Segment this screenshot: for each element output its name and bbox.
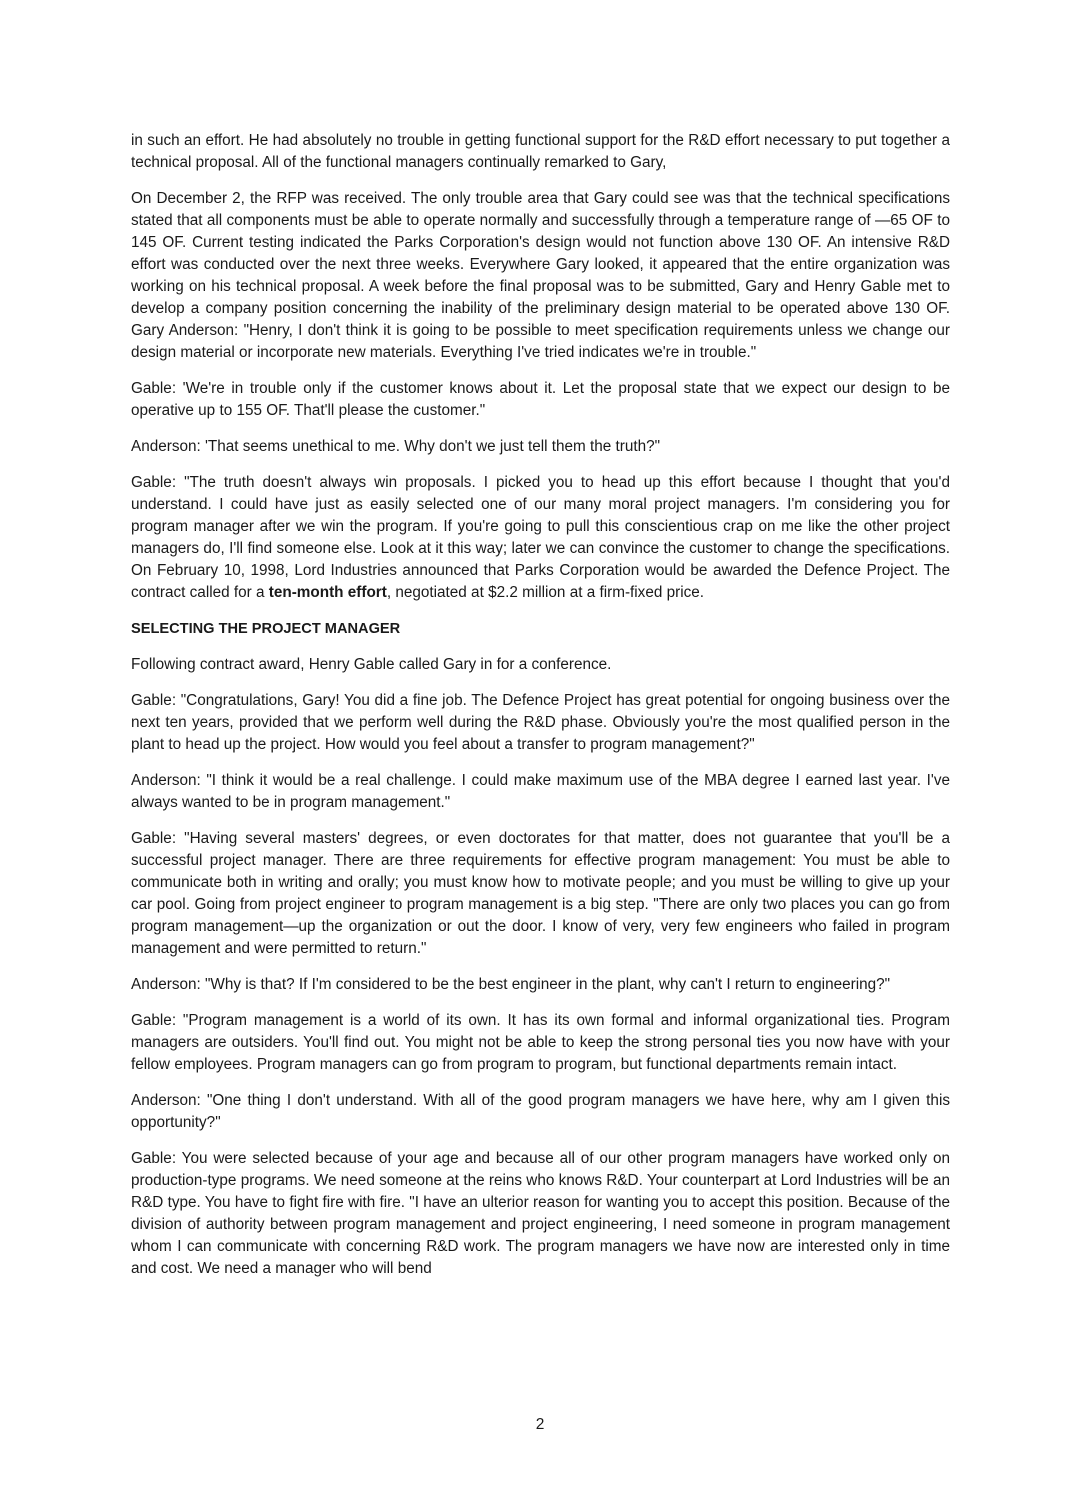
paragraph-anderson-why: Anderson: "Why is that? If I'm considered to be the best engineer in the plant, why can't I return to engineering?"	[131, 976, 891, 993]
paragraph-anderson-unethical: Anderson: 'That seems unethical to me. Why don't we just tell them the truth?"	[131, 438, 661, 455]
paragraph-anderson-opportunity: Anderson: "One thing I don't understand. With all of the good program managers we have here, why am I given this opportunity?"	[131, 1092, 950, 1131]
paragraph-gable-truth	[131, 472, 950, 604]
text-run: , negotiated at $2.2 million at a firm-fixed price.	[386, 584, 705, 601]
paragraph-following-award: Following contract award, Henry Gable called Gary in for a conference.	[131, 656, 612, 673]
bold-text-run: ten-month effort	[268, 584, 387, 601]
document-body	[131, 130, 950, 1294]
paragraph-anderson-challenge: Anderson: "I think it would be a real challenge. I could make maximum use of the MBA degree I earned last year. I've always wanted to be in program management."	[131, 772, 950, 811]
text-run: Gable: "The truth doesn't always win proposals. I picked you to head up this effort because I thought that you'd understand. I could have just as easily selected one of our many moral project managers. I'm considering you for program manager after we win the program. If you're going to pull this conscientious crap on me like the other project managers do, I'll find someone else. Look at it this way; later we can convince the customer to change the specifications. On February 10, 1998, Lord Industries announced that Parks Corporation would be awarded the Defence Project. The contract called for a	[131, 474, 950, 601]
paragraph-gable-selected: Gable: You were selected because of your age and because all of our other program managers have worked only on production-type programs. We need someone at the reins who knows R&D. Your counterpart at Lord Industries will be an R&D type. You have to fight fire with fire. "I have an ulterior reason for wanting you to accept this position. Because of the division of authority between program management and project engineering, I need someone in program management whom I can communicate with concerning R&D work. The program managers we have now are interested only in time and cost. We need a manager who will bend	[131, 1150, 950, 1277]
paragraph-gable-congratulations: Gable: "Congratulations, Gary! You did a fine job. The Defence Project has great potential for ongoing business over the next ten years, provided that we perform well during the R&D phase. Obviously you're the most qualified person in the plant to head up the project. How would you feel about a transfer to program management?"	[131, 692, 950, 753]
paragraph-continuation: in such an effort. He had absolutely no trouble in getting functional support for the R&D effort necessary to put together a technical proposal. All of the functional managers continually remarked to Gary,	[131, 132, 950, 171]
section-heading: SELECTING THE PROJECT MANAGER	[131, 621, 401, 637]
page-number: 2	[535, 1416, 545, 1433]
paragraph-gable-world: Gable: "Program management is a world of its own. It has its own formal and informal organizational ties. Program managers are outsiders. You'll find out. You might not be able to keep the strong personal ties you now have with your fellow employees. Program managers can go from program to program, but functional departments remain intact.	[131, 1012, 950, 1073]
paragraph-gable-trouble: Gable: 'We're in trouble only if the customer knows about it. Let the proposal state that we expect our design to be operative up to 155 OF. That'll please the customer."	[131, 380, 950, 419]
paragraph-gable-degrees: Gable: "Having several masters' degrees, or even doctorates for that matter, does not guarantee that you'll be a successful project manager. There are three requirements for effective program management: You must be able to communicate both in writing and orally; you must know how to motivate people; and you must be willing to give up your car pool. Going from project engineer to program management is a big step. "There are only two places you can go from program management—up the organization or out the door. I know of very, very few engineers who failed in program management and were permitted to return."	[131, 830, 950, 957]
paragraph-rfp-received: On December 2, the RFP was received. The only trouble area that Gary could see was that the technical specifications stated that all components must be able to operate normally and successfully through a temperature range of —65 OF to 145 OF. Current testing indicated the Parks Corporation's design would not function above 130 OF. An intensive R&D effort was conducted over the next three weeks. Everywhere Gary looked, it appeared that the entire organization was working on his technical proposal. A week before the final proposal was to be submitted, Gary and Henry Gable met to develop a company position concerning the inability of the preliminary design material to be operated above 130 OF. Gary Anderson: "Henry, I don't think it is going to be possible to meet specification requirements unless we change our design material or incorporate new materials. Everything I've tried indicates we're in trouble."	[131, 190, 950, 361]
